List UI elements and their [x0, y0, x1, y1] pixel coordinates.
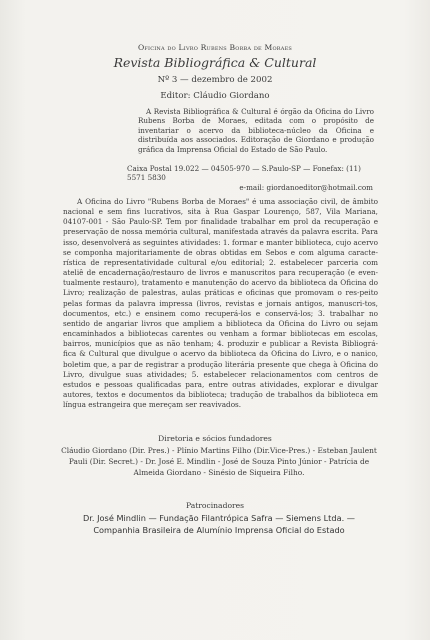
intro-paragraph-block	[138, 107, 374, 154]
magazine-title: Revista Bibliográfica & Cultural	[113, 55, 317, 70]
body-paragraph: A Oficina do Livro "Rubens Borba de Moraes" é uma associação civil, de âmbito nacional e sem fins lucrativos, sita à Rua Gaspar Lourenço, 587, Vila Mariana, 04107-001 - São Paulo-SP. Tem por finalidade trabalhar em prol da recuperação e preservação de nossa memória cultural, manifestada através da palavra escrita. Para isso, desenvolverá as seguintes atividades: 1. formar e manter biblioteca, cujo acervo se componha majoritariamente de obras obtidas em Sebos e com alguma caracte-rística de representatividade cultural e/ou editorial; 2. estabelecer parceria com ateliê de encadernação/restauro de livros e manuscritos para recuperação (e even-tualmente restauro), tratamento e manutenção do acervo da biblioteca da Oficina do Livro; realização de palestras, aulas práticas e oficinas que promovam o res-peito pelas formas da palavra impressa (livros, revistas e jornais antigos, manuscri-tos, documentos, etc.) e ensinem como recuperá-los e conservá-los; 3. trabalhar no sentido de angariar livros que ampliem a biblioteca da Oficina do Livro ou sejam encaminhados a bibliotecas carentes ou venham a formar bibliotecas em escolas, bairros, municípios que as não tenham; 4. produzir e publicar a Revista Bibliográ-fica & Cultural que divulgue o acervo da biblioteca da Oficina do Livro, e o nanico, boletim que, a par de registrar a produção literária presente que chega à Oficina do Livro, divulgue suas atividades; 5. estabelecer relacionamentos com centros de estudos e pessoas qualificadas para, entre outras atividades, explorar e divulgar autores, textos e documentos da biblioteca; tradução de trabalhos da biblioteca em língua estrangeira que mereçam ser reavivados.	[63, 197, 379, 410]
issue-line: Nº 3 — dezembro de 2002	[157, 75, 273, 85]
intro-paragraph: A Revista Bibliográfica & Cultural é órgão da Oficina do Livro Rubens Borba de Moraes, editada com o propósito de inventariar o acervo da biblioteca-núcleo da Oficina e distribuída aos associados. Editoração de Giordano e produção gráfica da Imprensa Oficial do Estado de São Paulo.	[138, 107, 374, 154]
board-heading: Diretoria e sócios fundadores	[158, 434, 272, 443]
organization-name: Oficina do Livro Rubens Borba de Moraes	[137, 43, 293, 52]
contact-address: Caixa Postal 19.022 — 04505-970 — S.Paulo-SP — Fonefax: (11) 5571 5830	[127, 164, 361, 183]
contact-email: e-mail: giordanoeditor@hotmail.com	[239, 182, 373, 192]
board-members: Cláudio Giordano (Dir. Pres.) - Plínio Martins Filho (Dir.Vice-Pres.) - Esteban Jaulent Pauli (Dir. Secret.) - Dr. José E. Mindlin - José de Souza Pinto Júnior - Patrícia de Almeida Giordano - Sinésio de Siqueira Filho.	[61, 446, 377, 477]
main-body	[63, 197, 378, 410]
editor-line: Editor: Cláudio Giordano	[160, 91, 270, 101]
sponsors-heading: Patrocinadores	[185, 501, 245, 510]
contact-block	[127, 164, 375, 192]
sponsors-list: Dr. José Mindlin — Fundação Filantrópica Safra — Siemens Ltda. — Companhia Brasileira de Alumínio Imprensa Oficial do Estado	[83, 513, 355, 535]
